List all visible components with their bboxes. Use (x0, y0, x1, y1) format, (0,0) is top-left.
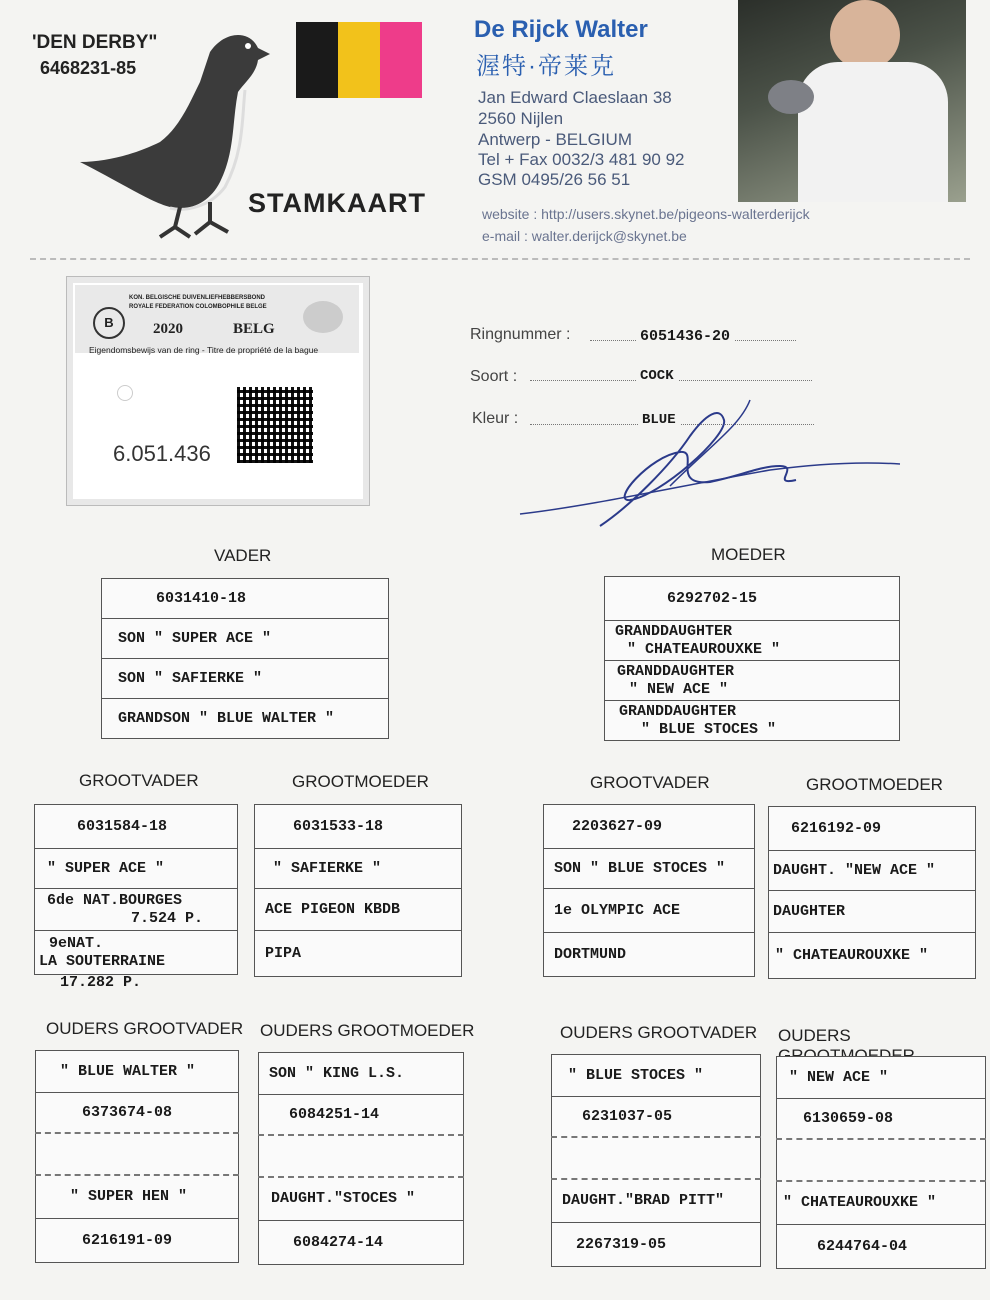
gm2-line-2: DAUGHTER (769, 891, 976, 933)
grootmoeder-1-box (254, 804, 462, 977)
breeder-name: De Rijck Walter (474, 16, 648, 43)
gv1-line-3 (35, 931, 238, 975)
moeder-box (604, 576, 900, 741)
sort-label: Soort : (470, 368, 518, 385)
moeder-line-1b: " CHATEAUROUXKE " (627, 640, 781, 658)
ring-ownership-card (66, 276, 370, 506)
gv2-line-1: SON " BLUE STOCES " (544, 849, 755, 889)
flag-stripe (296, 22, 338, 98)
breeder-name-chinese: 渥特·帝莱克 (476, 53, 616, 80)
gv1-line-2b: 7.524 P. (131, 909, 204, 927)
ogv1-name-1: " BLUE WALTER " (36, 1051, 239, 1093)
gv1-line-3c: 17.282 P. (60, 974, 142, 991)
gm1-line-1: " SAFIERKE " (255, 849, 462, 889)
flag-stripe (380, 22, 422, 98)
gm1-line-3: PIPA (255, 931, 462, 977)
moeder-line-3a: GRANDDAUGHTER (619, 702, 737, 720)
ogv2-spacer (552, 1137, 761, 1179)
gm2-line-3: " CHATEAUROUXKE " (769, 933, 976, 979)
grootvader-2-box (543, 804, 755, 977)
ogv2-ring-1: 6231037-05 (552, 1097, 761, 1137)
pigeon-ring-number: 6468231-85 (40, 58, 137, 78)
moeder-line-1 (605, 621, 900, 661)
gv2-line-3: DORTMUND (544, 933, 755, 977)
pigeon-illustration (60, 12, 280, 252)
moeder-heading: MOEDER (711, 545, 786, 564)
vader-ring: 6031410-18 (102, 579, 389, 619)
moeder-line-3b: " BLUE STOCES " (641, 720, 777, 738)
grootmoeder-2-box (768, 806, 976, 979)
moeder-line-2b: " NEW ACE " (629, 680, 729, 698)
gv1-line-2a: 6de NAT.BOURGES (47, 891, 183, 909)
signature (510, 396, 910, 536)
card-ring-number: 6.051.436 (113, 441, 211, 466)
ogm2-spacer (777, 1139, 986, 1181)
grootmoeder-1-heading: GROOTMOEDER (292, 772, 429, 791)
federation-name-fr: ROYALE FEDERATION COLOMBOPHILE BELGE (129, 304, 267, 310)
gm1-line-2: ACE PIGEON KBDB (255, 889, 462, 931)
moeder-line-2 (605, 661, 900, 701)
federation-logo-icon: B (93, 307, 125, 339)
vader-box (101, 578, 389, 739)
address-line-2: 2560 Nijlen (478, 109, 564, 128)
pigeon-name: 'DEN DERBY" (32, 32, 158, 53)
ouders-grootvader-2-heading: OUDERS GROOTVADER (560, 1023, 758, 1042)
ring-number-value: 6051436-20 (636, 328, 734, 345)
color-label: Kleur : (472, 410, 519, 427)
address-line-1: Jan Edward Claeslaan 38 (478, 88, 672, 107)
gm2-line-1: DAUGHT. "NEW ACE " (769, 851, 976, 891)
ogm2-name-1: " NEW ACE " (777, 1057, 986, 1099)
ogv1-ring-2: 6216191-09 (36, 1219, 239, 1263)
ogm2-name-2: " CHATEAUROUXKE " (777, 1181, 986, 1225)
gv1-line-2 (35, 889, 238, 931)
gsm-line: GSM 0495/26 56 51 (478, 170, 631, 189)
card-year: 2020 (153, 321, 183, 337)
gv2-ring: 2203627-09 (544, 805, 755, 849)
document-title: STAMKAART (248, 188, 426, 218)
moeder-line-2a: GRANDDAUGHTER (617, 662, 735, 680)
moeder-ring: 6292702-15 (605, 577, 900, 621)
gv1-line-3b: LA SOUTERRAINE (39, 952, 166, 970)
ogv2-name-1: " BLUE STOCES " (552, 1055, 761, 1097)
breeder-photo (738, 0, 966, 202)
phone-line: Tel + Fax 0032/3 481 90 92 (478, 150, 685, 169)
moeder-line-1a: GRANDDAUGHTER (615, 622, 733, 640)
vader-line-1: SON " SUPER ACE " (102, 619, 389, 659)
address-line-3: Antwerp - BELGIUM (478, 130, 632, 149)
ogv2-ring-2: 2267319-05 (552, 1223, 761, 1267)
ouders-grootmoeder-2-box (776, 1056, 986, 1269)
ogm1-name-1: SON " KING L.S. (259, 1053, 464, 1095)
grootvader-1-heading: GROOTVADER (79, 771, 199, 790)
card-hole (117, 385, 133, 401)
ouders-grootmoeder-2-heading: OUDERS (778, 1026, 851, 1045)
grootvader-2-heading: GROOTVADER (590, 773, 710, 792)
gm1-ring: 6031533-18 (255, 805, 462, 849)
ogv1-name-2: " SUPER HEN " (36, 1175, 239, 1219)
gv2-line-2: 1e OLYMPIC ACE (544, 889, 755, 933)
ouders-grootvader-2-box (551, 1054, 761, 1267)
ouders-grootmoeder-1-heading: OUDERS GROOTMOEDER (260, 1021, 475, 1040)
ring-number-label: Ringnummer : (470, 326, 571, 343)
header-separator (30, 258, 970, 260)
email-line: e-mail : walter.derijck@skynet.be (482, 228, 687, 244)
ouders-grootmoeder-1-box (258, 1052, 464, 1265)
website-line: website : http://users.skynet.be/pigeons-walterderijck (482, 206, 810, 222)
moeder-line-3 (605, 701, 900, 741)
federation-name-nl: KON. BELGISCHE DUIVENLIEFHEBBERSBOND (129, 295, 266, 301)
vader-line-3: GRANDSON " BLUE WALTER " (102, 699, 389, 739)
color-value: BLUE (638, 412, 680, 428)
ogm2-ring-2: 6244764-04 (777, 1225, 986, 1269)
ouders-grootvader-1-heading: OUDERS GROOTVADER (46, 1019, 244, 1038)
card-country: BELG (233, 321, 275, 337)
gm2-ring: 6216192-09 (769, 807, 976, 851)
gv1-line-3a: 9eNAT. (49, 934, 104, 952)
ouders-grootvader-1-box (35, 1050, 239, 1263)
ogm1-ring-2: 6084274-14 (259, 1221, 464, 1265)
pigeon-emblem-icon (303, 301, 343, 333)
ogm1-spacer (259, 1135, 464, 1177)
ogv2-name-2: DAUGHT."BRAD PITT" (552, 1179, 761, 1223)
ogv1-spacer (36, 1133, 239, 1175)
grootmoeder-2-heading: GROOTMOEDER (806, 775, 943, 794)
belgian-flag (296, 22, 422, 98)
ogv1-ring-1: 6373674-08 (36, 1093, 239, 1133)
flag-stripe (338, 22, 380, 98)
gv1-line-1: " SUPER ACE " (35, 849, 238, 889)
card-subtitle: Eigendomsbewijs van de ring - Titre de propriété de la bague (89, 345, 319, 355)
ogm2-ring-1: 6130659-08 (777, 1099, 986, 1139)
sort-value: COCK (636, 368, 678, 384)
grootvader-1-box (34, 804, 238, 975)
ogm1-name-2: DAUGHT."STOCES " (259, 1177, 464, 1221)
vader-line-2: SON " SAFIERKE " (102, 659, 389, 699)
qr-code-icon (237, 387, 313, 463)
ogm1-ring-1: 6084251-14 (259, 1095, 464, 1135)
gv1-ring: 6031584-18 (35, 805, 238, 849)
vader-heading: VADER (214, 546, 272, 565)
